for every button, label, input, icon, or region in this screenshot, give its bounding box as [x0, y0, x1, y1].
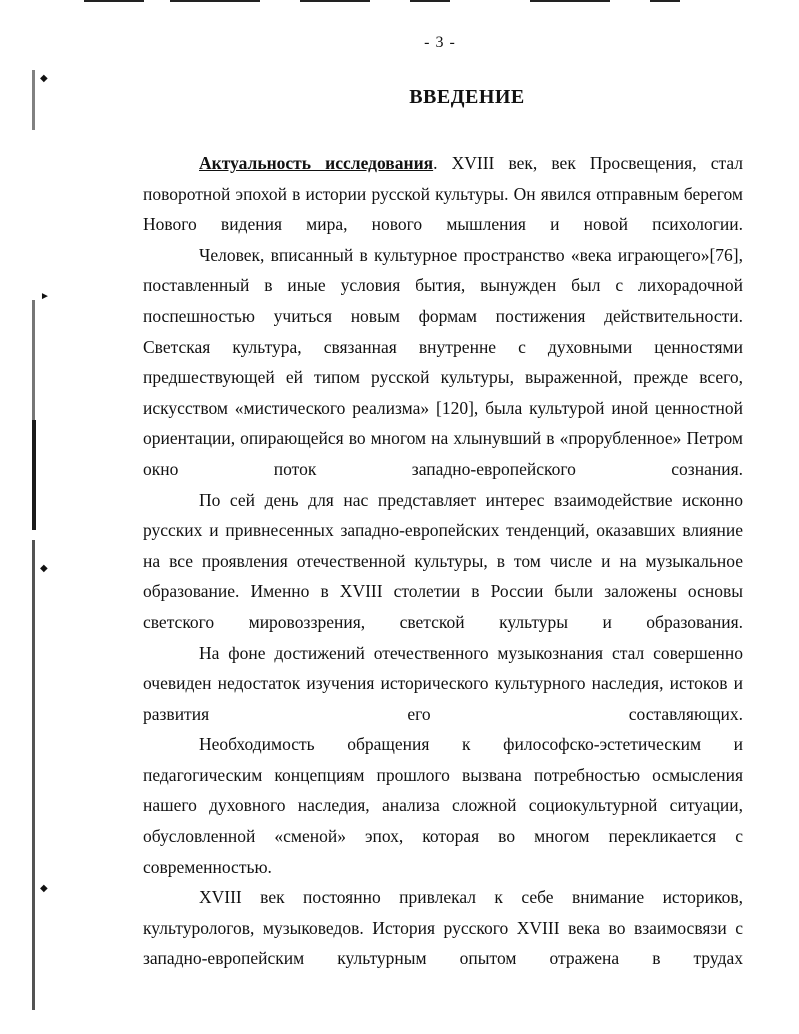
- body-text: [143, 148, 743, 974]
- binding-hole-mark-icon: ◆: [40, 563, 48, 574]
- binding-hole-mark-icon: ►: [40, 291, 50, 302]
- scan-top-rule: [650, 0, 680, 2]
- scan-top-rule: [530, 0, 610, 2]
- paragraph-lead-title: Актуальность исследования: [199, 153, 434, 173]
- scan-top-rule: [84, 0, 144, 2]
- page-number: - 3 -: [424, 34, 456, 51]
- paragraph-text: . XVIII век, век Просвещения, стал поворотной эпохой в истории русской культуры. Он явился отправным берегом Нового видения мира, нового мышления и новой психологии.: [143, 153, 743, 235]
- paragraph: XVIII век постоянно привлекал к себе внимание историков, культурологов, музыковедов. История русского XVIII века во взаимосвязи с западно-европейским культурным опытом отражена в трудах: [143, 887, 743, 969]
- section-heading: ВВЕДЕНИЕ: [409, 86, 525, 108]
- binding-hole-mark-icon: ◆: [40, 73, 48, 84]
- scan-top-rule: [300, 0, 370, 2]
- paragraph: На фоне достижений отечественного музыкознания стал совершенно очевиден недостаток изучения исторического культурного наследия, истоков и развития его составляющих.: [143, 642, 743, 724]
- scan-left-edge: [32, 420, 36, 530]
- paragraph: Человек, вписанный в культурное пространство «века играющего»[76], поставленный в иные условия бытия, вынужден был с лихорадочной поспешностью учиться новым формам постижения действительности. Светская культура, связанная внутренне с духовными ценностями предшествующей ей типом русской культуры, выраженной, прежде всего, искусством «мистического реализма» [120], была культурой иной ценностной ориентации, опирающейся во многом на хлынувший в «прорубленное» Петром окно поток западно-европейского сознания.: [143, 244, 743, 479]
- paragraph: Необходимость обращения к философско-эстетическим и педагогическим концепциям прошлого вызвана потребностью осмысления нашего духовного наследия, анализа сложной социокультурной ситуации, обусловленной «сменой» эпох, которая во многом перекликается с современностью.: [143, 734, 743, 877]
- binding-hole-mark-icon: ◆: [40, 883, 48, 894]
- paragraph-relevance: [143, 148, 743, 240]
- scan-left-edge: [32, 300, 35, 420]
- scan-left-edge: [32, 540, 35, 1010]
- paragraph: По сей день для нас представляет интерес взаимодействие исконно русских и привнесенных западно-европейских тенденций, оказавших влияние на все проявления отечественной культуры, в том числе и на музыкальное образование. Именно в XVIII столетии в России были заложены основы светского мировоззрения, светской культуры и образования.: [143, 489, 743, 632]
- scan-top-rule: [170, 0, 260, 2]
- scan-top-rule: [410, 0, 450, 2]
